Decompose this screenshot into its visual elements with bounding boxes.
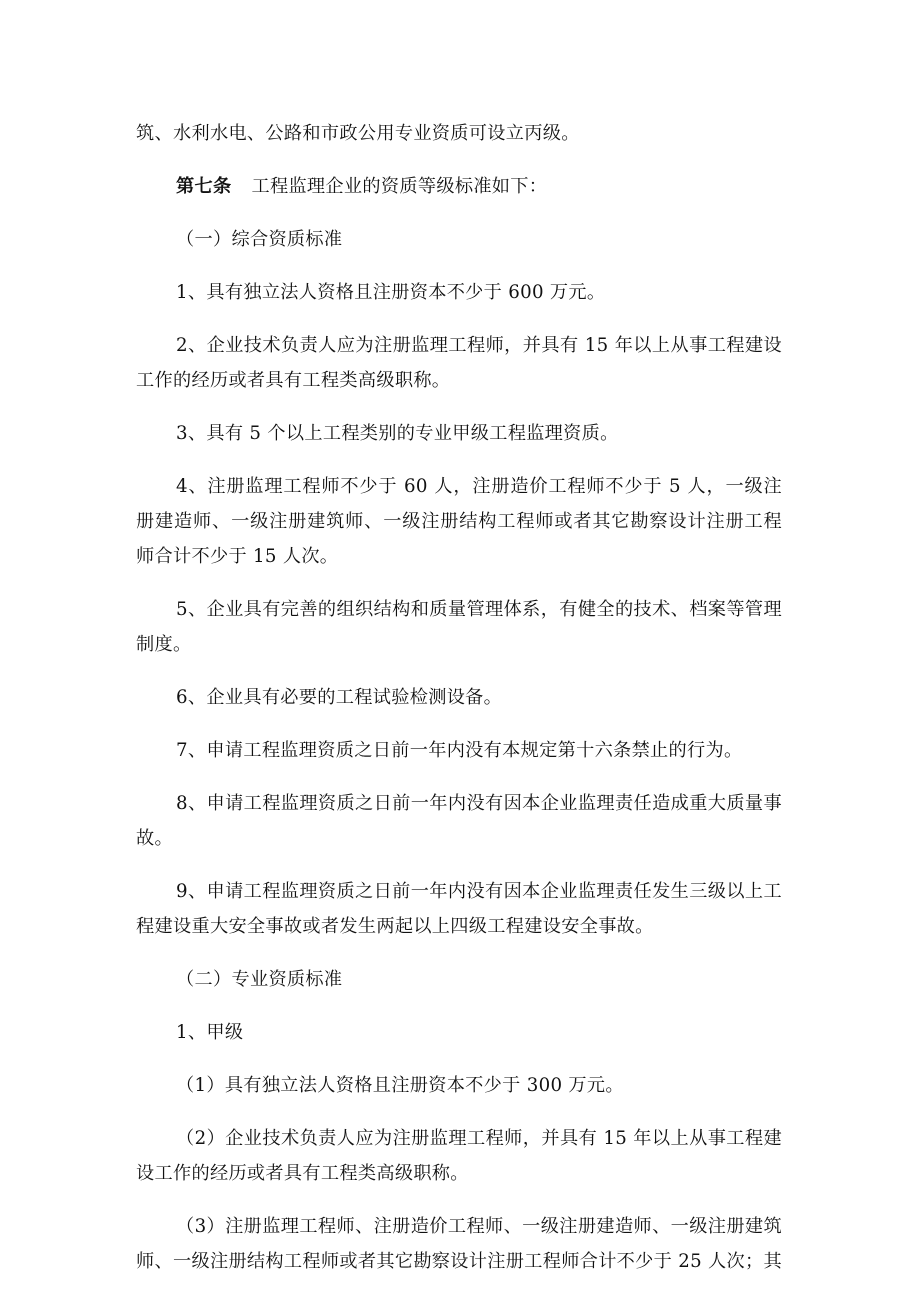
section-heading-comprehensive: （一）综合资质标准 xyxy=(176,229,343,250)
paragraph-continuation: 筑、水利水电、公路和市政公用专业资质可设立丙级。 xyxy=(136,123,580,144)
document-body xyxy=(136,116,782,1297)
article-text: 工程监理企业的资质等级标准如下： xyxy=(251,176,548,197)
list-item: 5、企业具有完善的组织结构和质量管理体系，有健全的技术、档案等管理制度。 xyxy=(136,599,782,655)
article-heading: 第七条 xyxy=(176,176,232,197)
subsection-heading-grade-a: 1、甲级 xyxy=(176,1022,244,1043)
list-item: 2、企业技术负责人应为注册监理工程师，并具有 15 年以上从事工程建设工作的经历或者具有工程类高级职称。 xyxy=(136,335,782,391)
list-item: 6、企业具有必要的工程试验检测设备。 xyxy=(176,687,503,708)
paragraph-article-seven xyxy=(136,169,782,204)
list-item: （2）企业技术负责人应为注册监理工程师，并具有 15 年以上从事工程建设工作的经历或者具有工程类高级职称。 xyxy=(136,1128,782,1184)
list-item: 3、具有 5 个以上工程类别的专业甲级工程监理资质。 xyxy=(176,423,619,444)
list-item: 8、申请工程监理资质之日前一年内没有因本企业监理责任造成重大质量事故。 xyxy=(136,793,782,849)
section-heading-professional: （二）专业资质标准 xyxy=(176,969,343,990)
list-item: 4、注册监理工程师不少于 60 人，注册造价工程师不少于 5 人，一级注册建造师、一级注册建筑师、一级注册结构工程师或者其它勘察设计注册工程师合计不少于 15 人次。 xyxy=(136,476,782,567)
list-item: 1、具有独立法人资格且注册资本不少于 600 万元。 xyxy=(176,282,606,303)
list-item: 9、申请工程监理资质之日前一年内没有因本企业监理责任发生三级以上工程建设重大安全事故或者发生两起以上四级工程建设安全事故。 xyxy=(136,881,782,937)
list-item: 7、申请工程监理资质之日前一年内没有本规定第十六条禁止的行为。 xyxy=(176,740,743,761)
list-item: （3）注册监理工程师、注册造价工程师、一级注册建造师、一级注册建筑师、一级注册结构工程师或者其它勘察设计注册工程师合计不少于 25 人次；其 xyxy=(136,1216,782,1272)
list-item: （1）具有独立法人资格且注册资本不少于 300 万元。 xyxy=(176,1075,624,1096)
